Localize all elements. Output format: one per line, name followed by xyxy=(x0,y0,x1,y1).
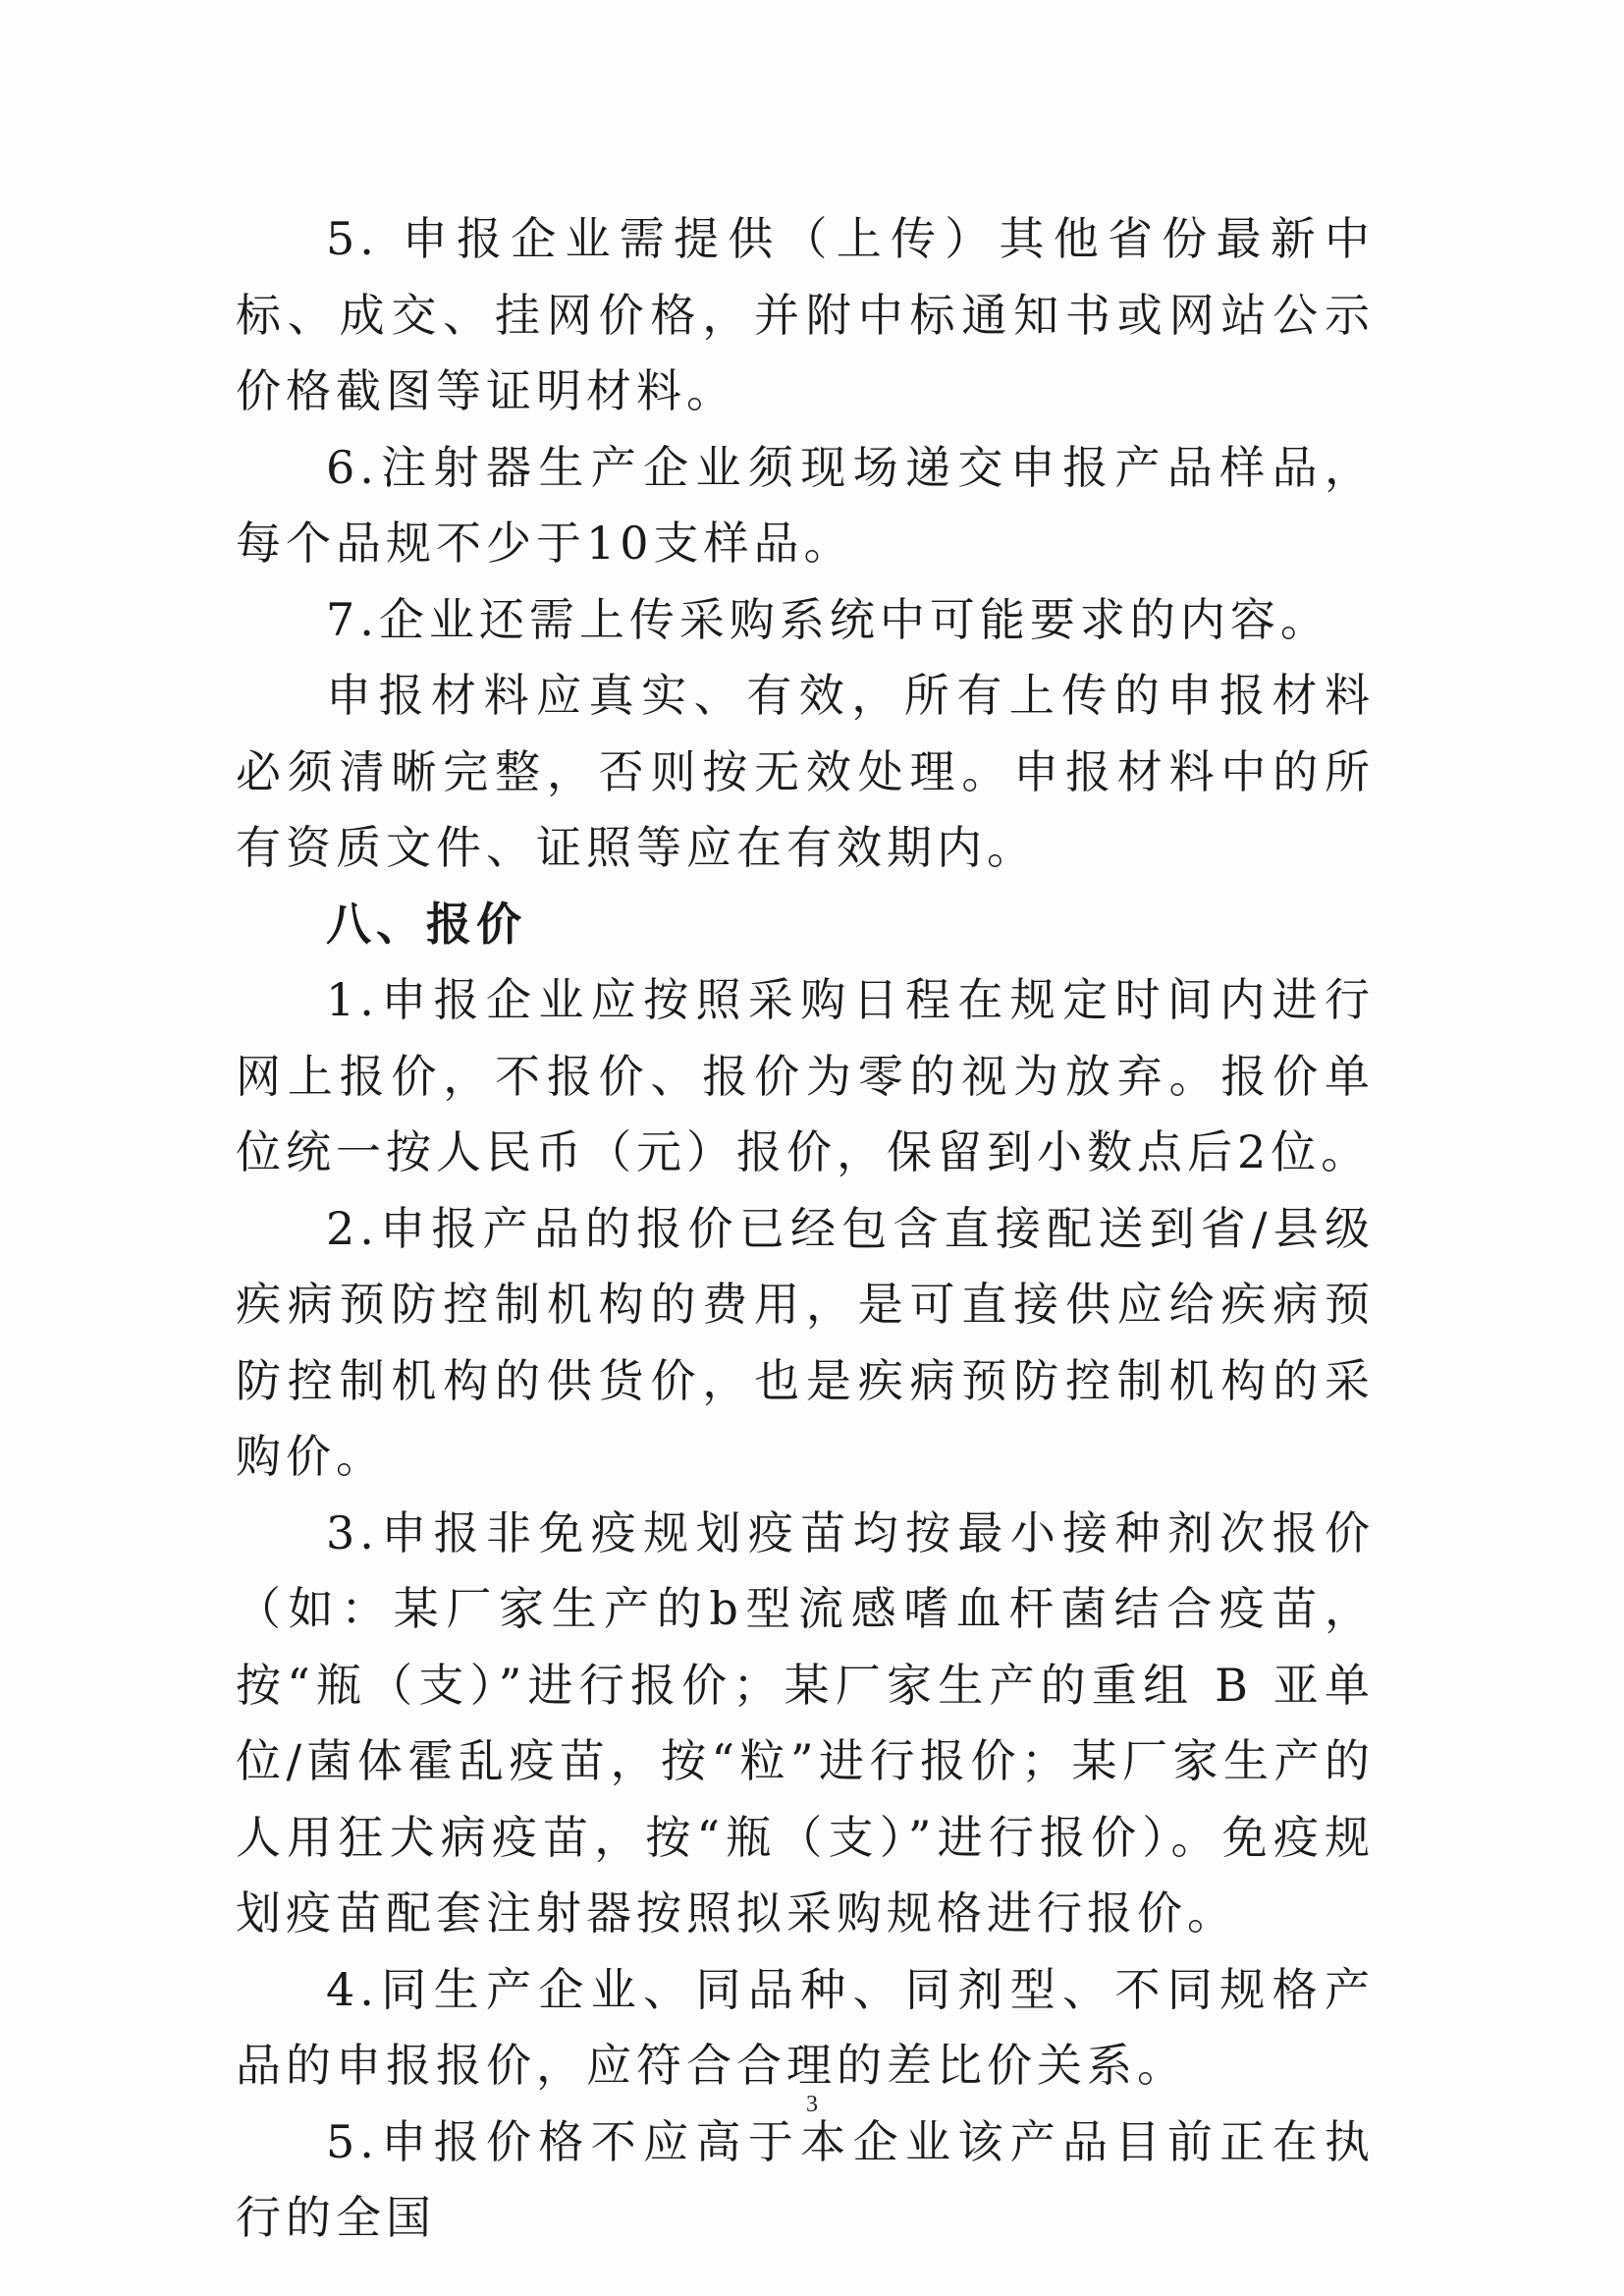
pricing-item-3: 3.申报非免疫规划疫苗均按最小接种剂次报价（如：某厂家生产的b型流感嗜血杆菌结合疫苗，按“瓶（支）”进行报价；某厂家生产的重组 B 亚单位/菌体霍乱疫苗，按“粒”进行报价；某厂家生产的人用狂犬病疫苗，按“瓶（支）”进行报价）。免疫规划疫苗配套注射器按照拟采购规格进行报价。 xyxy=(236,1505,1375,1940)
document-body xyxy=(236,201,1375,2257)
page-number: 3 xyxy=(806,2092,818,2117)
pricing-item-1: 1.申报企业应按照采购日程在规定时间内进行网上报价，不报价、报价为零的视为放弃。报价单位统一按人民币（元）报价，保留到小数点后2位。 xyxy=(236,973,1375,1178)
pricing-item-4: 4.同生产企业、同品种、同剂型、不同规格产品的申报报价，应符合合理的差比价关系。 xyxy=(236,1962,1375,2092)
paragraph-materials-validity: 申报材料应真实、有效，所有上传的申报材料必须清晰完整，否则按无效处理。申报材料中的所有资质文件、证照等应在有效期内。 xyxy=(236,669,1375,874)
paragraph-item-6-syringe-samples: 6.注射器生产企业须现场递交申报产品样品，每个品规不少于10支样品。 xyxy=(236,440,1375,570)
paragraph-item-5-price-proof: 5. 申报企业需提供（上传）其他省份最新中标、成交、挂网价格，并附中标通知书或网站公示价格截图等证明材料。 xyxy=(236,212,1375,417)
paragraph-item-7-other-content: 7.企业还需上传采购系统中可能要求的内容。 xyxy=(326,592,1330,646)
section-heading-pricing: 八、报价 xyxy=(326,897,526,951)
pricing-item-2: 2.申报产品的报价已经包含直接配送到省/县级疾病预防控制机构的费用，是可直接供应给疾病预防控制机构的供货价，也是疾病预防控制机构的采购价。 xyxy=(236,1201,1375,1483)
pricing-item-5: 5.申报价格不应高于本企业该产品目前正在执行的全国 xyxy=(236,2114,1375,2244)
